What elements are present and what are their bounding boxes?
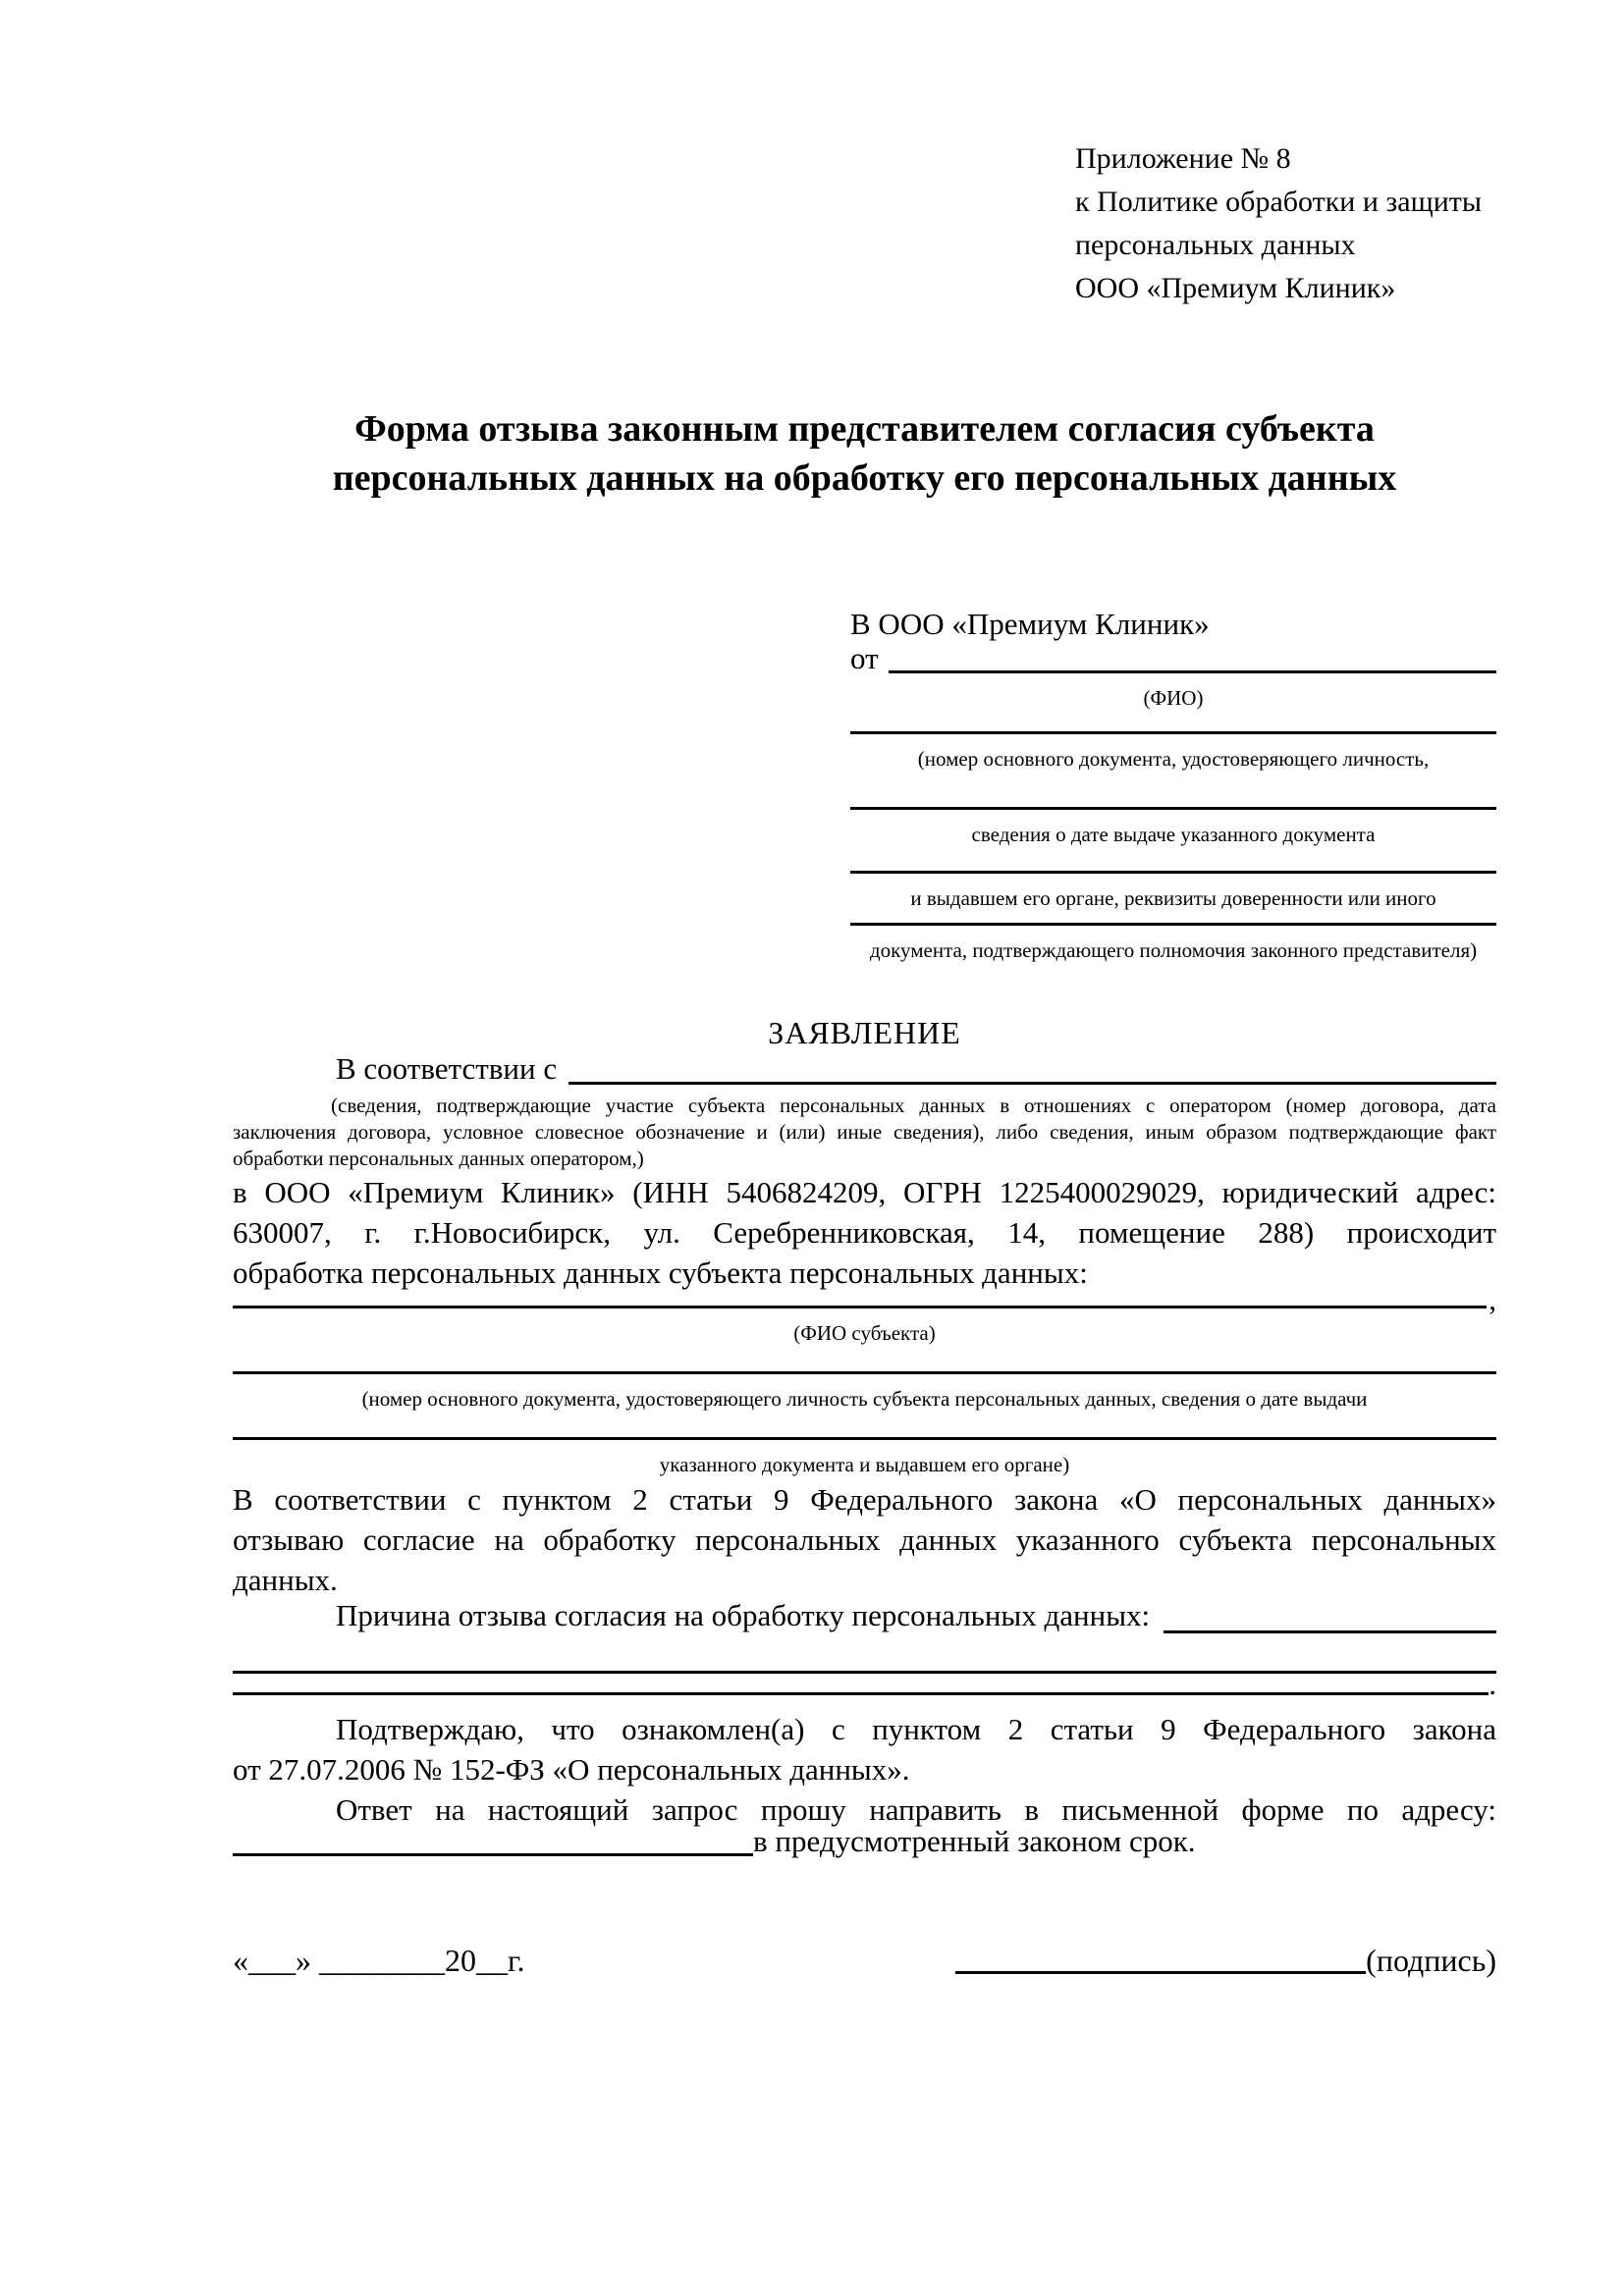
- signature-block: [955, 1941, 1496, 1980]
- signature-line: [955, 1971, 1366, 1974]
- reason-row: [233, 1600, 1496, 1633]
- operator-paragraph-line: обработка персональных данных субъекта персональных данных:: [233, 1255, 1088, 1290]
- header-line-personal-data: персональных данных: [1075, 229, 1356, 261]
- doc-number-blank-line: [850, 711, 1496, 734]
- operator-paragraph: [233, 1172, 1496, 1293]
- subject-doc-caption-1: (номер основного документа, удостоверяющего личность субъекта персональных данных, сведения о дате выдачи: [361, 1387, 1368, 1411]
- header-line-policy: к Политике обработки и защиты: [1075, 186, 1483, 218]
- header-line-appendix: Приложение № 8: [1075, 142, 1291, 175]
- accordance-caption: [233, 1093, 1496, 1172]
- issuing-authority-blank-line: [850, 847, 1496, 874]
- reason-extra-blank-line-1: [233, 1633, 1496, 1674]
- accordance-row: [233, 1053, 1496, 1085]
- reply-address-blank-line: [233, 1853, 753, 1856]
- recipient-organization: В ООО «Премиум Клиник»: [850, 607, 1210, 641]
- reply-tail: в предусмотренный законом срок.: [753, 1824, 1196, 1858]
- accordance-caption-line: обработки персональных данных оператором,): [233, 1147, 644, 1170]
- issue-date-blank-line: [850, 772, 1496, 810]
- document-title: Форма отзыва законным представителем согласия субъекта персональных данных на обработку его персональных данных: [332, 408, 1397, 499]
- accordance-caption-line: заключения договора, условное словесное обозначение и (или) иные сведения), либо сведения, иным образом подтверждающие факт: [233, 1120, 1496, 1144]
- reason-extra-blank-line-2: [233, 1667, 1496, 1701]
- accordance-caption-line: (сведения, подтверждающие участие субъекта персональных данных в отношениях с оператором (номер договора, дата: [331, 1094, 1496, 1117]
- withdrawal-paragraph: [233, 1479, 1496, 1600]
- issuing-authority-caption: и выдавшем его органе, реквизиты доверенности или иного: [910, 886, 1436, 910]
- reply-line: Ответ на настоящий запрос прошу направить в письменной форме по адресу:: [336, 1792, 1496, 1827]
- subject-doc-issuer-blank-line: [233, 1412, 1496, 1440]
- confirm-paragraph-line: Подтверждаю, что ознакомлен(а) с пунктом 2 статьи 9 Федерального закона: [336, 1712, 1496, 1746]
- issue-date-caption: сведения о дате выдаче указанного документа: [971, 823, 1376, 846]
- confirm-paragraph-line: от 27.07.2006 № 152-ФЗ «О персональных данных».: [233, 1752, 910, 1787]
- subject-doc-blank-line: [233, 1346, 1496, 1374]
- operator-paragraph-line: 630007, г. г.Новосибирск, ул. Серебренниковская, 14, помещение 288) происходит: [233, 1215, 1496, 1250]
- footer-row: [233, 1941, 1496, 1980]
- fio-blank-line: [889, 670, 1496, 673]
- reason-blank-line: [1164, 1630, 1496, 1633]
- signature-caption: (подпись): [1366, 1943, 1496, 1978]
- subject-fio-comma: ,: [1489, 1282, 1496, 1316]
- subject-doc-caption-2: указанного документа и выдавшем его органе): [659, 1453, 1070, 1476]
- reply-address-row: [233, 1824, 1496, 1858]
- subject-fio-row: [233, 1282, 1496, 1316]
- document-header: [1075, 137, 1496, 310]
- withdrawal-paragraph-line: данных.: [233, 1563, 338, 1597]
- withdrawal-paragraph-line: В соответствии с пунктом 2 статьи 9 Федерального закона «О персональных данных»: [233, 1482, 1496, 1517]
- accordance-label: В соответствии с: [336, 1051, 558, 1086]
- from-row: [850, 641, 1496, 675]
- subject-fio-blank-line: [233, 1306, 1487, 1308]
- fio-caption: (ФИО): [1143, 686, 1204, 710]
- from-label: от: [850, 641, 879, 675]
- date-blank: «___» ________20__г.: [233, 1943, 525, 1978]
- statement-heading: ЗАЯВЛЕНИЕ: [768, 1015, 961, 1050]
- representative-authority-caption: документа, подтверждающего полномочия законного представителя): [869, 938, 1478, 962]
- representative-authority-blank-line: [850, 911, 1496, 926]
- subject-fio-caption: (ФИО субъекта): [793, 1321, 936, 1345]
- reason-label: Причина отзыва согласия на обработку персональных данных:: [336, 1598, 1151, 1632]
- accordance-blank-line: [568, 1082, 1496, 1085]
- confirm-paragraph: [233, 1709, 1496, 1789]
- doc-number-caption: (номер основного документа, удостоверяющего личность,: [917, 747, 1430, 771]
- recipient-block: [850, 605, 1496, 963]
- withdrawal-paragraph-line: отзываю согласие на обработку персональных данных указанного субъекта персональных: [233, 1522, 1496, 1557]
- header-line-company: ООО «Премиум Клиник»: [1075, 272, 1396, 304]
- reason-blank-period: .: [1489, 1667, 1496, 1701]
- reason-blank-line-2-rule: [233, 1692, 1489, 1695]
- operator-paragraph-line: в ООО «Премиум Клиник» (ИНН 5406824209, ОГРН 1225400029029, юридический адрес:: [233, 1175, 1496, 1209]
